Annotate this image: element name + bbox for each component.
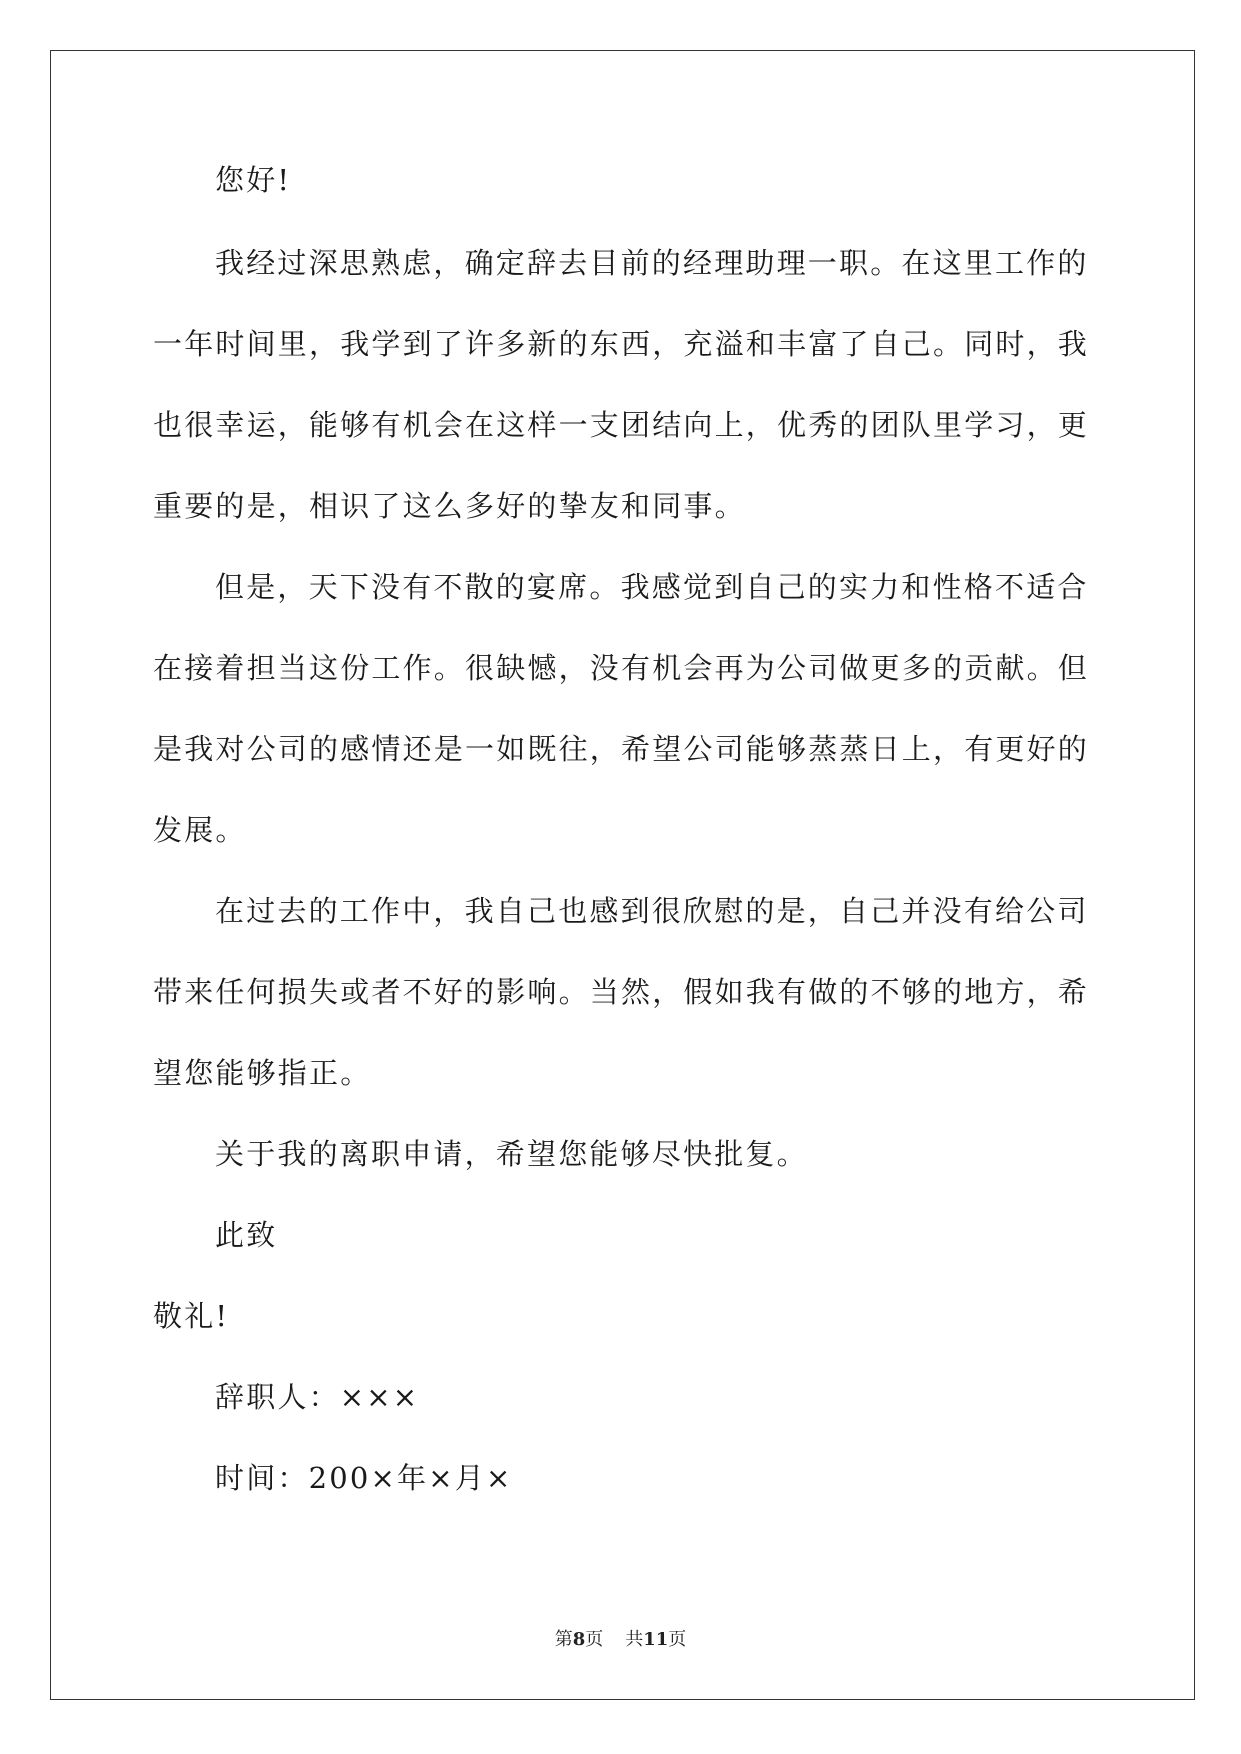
closing-regards: 敬礼! [153, 1299, 230, 1333]
signature-name: 辞职人：××× [215, 1380, 420, 1414]
greeting: 您好! [215, 163, 292, 197]
paragraph-2-line-3: 是我对公司的感情还是一如既往，希望公司能够蒸蒸日上，有更好的 [153, 732, 1090, 766]
page-footer [0, 1628, 1241, 1652]
page-prefix: 第 [554, 1629, 573, 1650]
paragraph-3-line-2: 带来任何损失或者不好的影响。当然，假如我有做的不够的地方，希 [153, 975, 1090, 1009]
paragraph-1-line-4: 重要的是，相识了这么多好的挚友和同事。 [153, 489, 746, 523]
paragraph-2-line-2: 在接着担当这份工作。很缺憾，没有机会再为公司做更多的贡献。但 [153, 651, 1090, 685]
paragraph-1-line-3: 也很幸运，能够有机会在这样一支团结向上，优秀的团队里学习，更 [153, 408, 1090, 442]
paragraph-4: 关于我的离职申请，希望您能够尽快批复。 [215, 1137, 808, 1171]
paragraph-3-line-1: 在过去的工作中，我自己也感到很欣慰的是，自己并没有给公司 [215, 894, 1089, 928]
total-suffix: 页 [668, 1629, 687, 1650]
paragraph-3-line-3: 望您能够指正。 [153, 1056, 372, 1090]
paragraph-2-line-4: 发展。 [153, 813, 247, 847]
page-number: 8 [572, 1629, 586, 1650]
closing-salutation: 此致 [215, 1218, 278, 1252]
page-border [50, 50, 1195, 1700]
total-prefix: 共 [625, 1629, 644, 1650]
paragraph-1-line-1: 我经过深思熟虑，确定辞去目前的经理助理一职。在这里工作的 [215, 246, 1089, 280]
paragraph-1-line-2: 一年时间里，我学到了许多新的东西，充溢和丰富了自己。同时，我 [153, 327, 1090, 361]
total-pages: 11 [643, 1629, 669, 1650]
page-suffix: 页 [585, 1629, 604, 1650]
signature-date: 时间：200×年×月× [215, 1461, 513, 1495]
paragraph-2-line-1: 但是，天下没有不散的宴席。我感觉到自己的实力和性格不适合 [215, 570, 1089, 604]
